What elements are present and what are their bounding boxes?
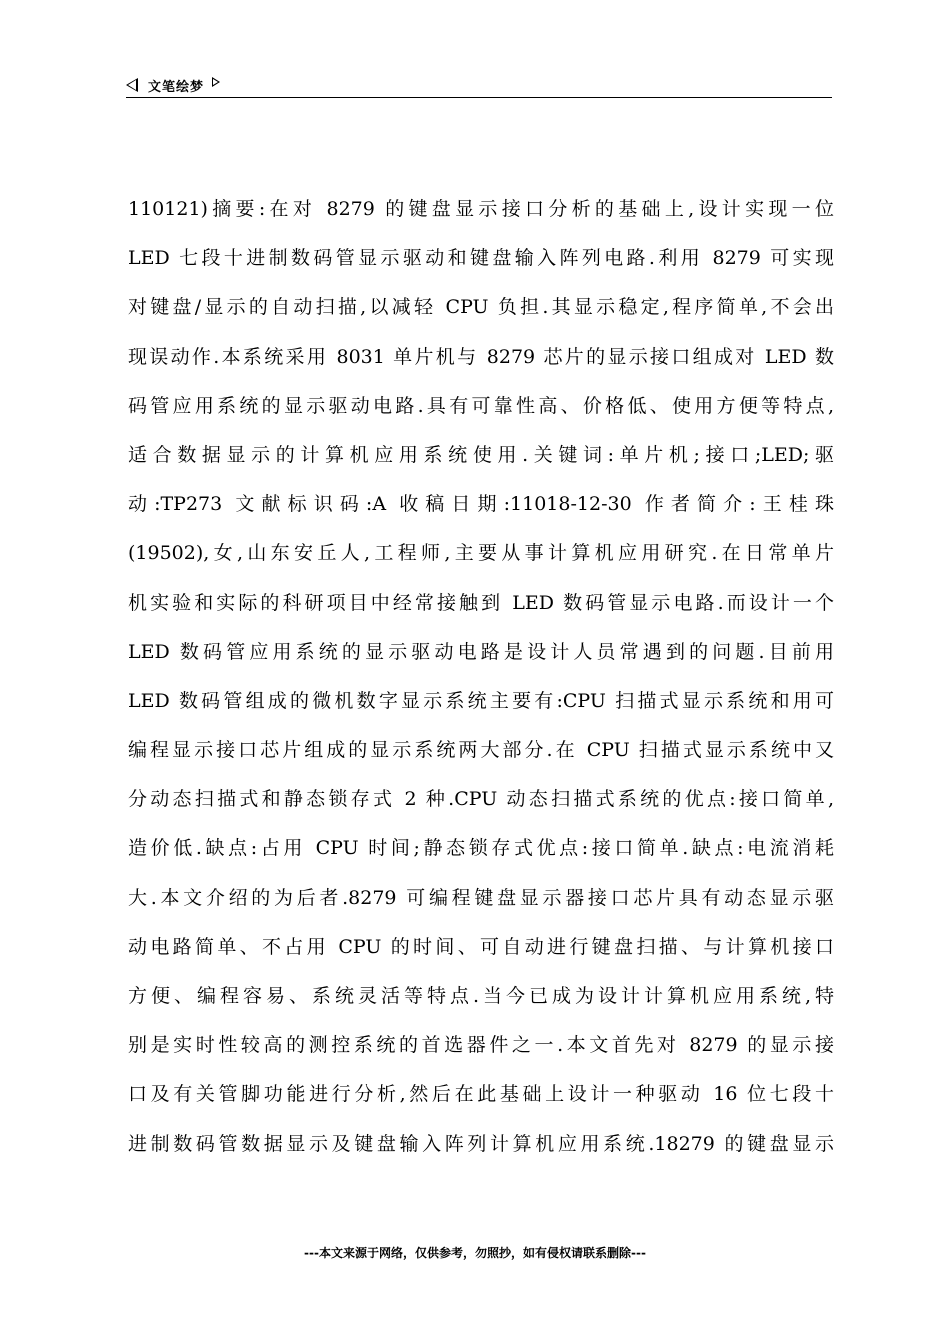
header-rule <box>126 97 832 98</box>
text-line: 码管应用系统的显示驱动电路.具有可靠性高、价格低、使用方便等特点, <box>128 394 834 417</box>
text-line: 编程显示接口芯片组成的显示系统两大部分.在 CPU 扫描式显示系统中又 <box>128 739 834 762</box>
text-line: 现误动作.本系统采用 8031 单片机与 8279 芯片的显示接口组成对 LED 数 <box>128 345 834 368</box>
text-line: 进制数码管数据显示及键盘输入阵列计算机应用系统.18279 的键盘显示 <box>128 1132 834 1155</box>
text-line: 110121)摘要:在对 8279 的键盘显示接口分析的基础上,设计实现一位 <box>128 198 834 220</box>
text-line: 分动态扫描式和静态锁存式 2 种.CPU 动态扫描式系统的优点:接口简单, <box>128 788 834 811</box>
text-line: 动:TP273 文献标识码:A 收稿日期:11018-12-30 作者简介:王桂珠 <box>128 493 834 516</box>
text-line: 适合数据显示的计算机应用系统使用.关键词:单片机;接口;LED;驱 <box>128 443 834 466</box>
text-line: 口及有关管脚功能进行分析,然后在此基础上设计一种驱动 16 位七段十 <box>128 1083 834 1106</box>
footer-disclaimer: ---本文来源于网络，仅供参考，勿照抄，如有侵权请联系删除--- <box>304 1246 646 1260</box>
text-line: LED 数码管组成的微机数字显示系统主要有:CPU 扫描式显示系统和用可 <box>128 689 834 712</box>
text-line: 机实验和实际的科研项目中经常接触到 LED 数码管显示电路.而设计一个 <box>128 591 834 614</box>
text-line: 别是实时性较高的测控系统的首选器件之一.本文首先对 8279 的显示接 <box>128 1034 834 1057</box>
left-triangle-icon <box>126 78 138 92</box>
text-line: 对键盘/显示的自动扫描,以减轻 CPU 负担.其显示稳定,程序简单,不会出 <box>128 296 834 319</box>
text-line: LED 数码管应用系统的显示驱动电路是设计人员常遇到的问题.目前用 <box>128 640 834 663</box>
text-line: 动电路简单、不占用 CPU 的时间、可自动进行键盘扫描、与计算机接口 <box>128 935 834 958</box>
text-line: (19502),女,山东安丘人,工程师,主要从事计算机应用研究.在日常单片 <box>128 542 834 565</box>
header-brand: 文笔绘梦 <box>148 79 205 95</box>
text-line: 造价低.缺点:占用 CPU 时间;静态锁存式优点:接口简单.缺点:电流消耗 <box>128 837 834 860</box>
text-line: 大.本文介绍的为后者.8279 可编程键盘显示器接口芯片具有动态显示驱 <box>128 886 834 909</box>
page-header <box>126 73 832 97</box>
right-triangle-icon <box>212 77 220 87</box>
text-line: 方便、编程容易、系统灵活等特点.当今已成为设计计算机应用系统,特 <box>128 985 834 1007</box>
body-text <box>128 185 834 1169</box>
text-line: LED 七段十进制数码管显示驱动和键盘输入阵列电路.利用 8279 可实现 <box>128 247 834 270</box>
